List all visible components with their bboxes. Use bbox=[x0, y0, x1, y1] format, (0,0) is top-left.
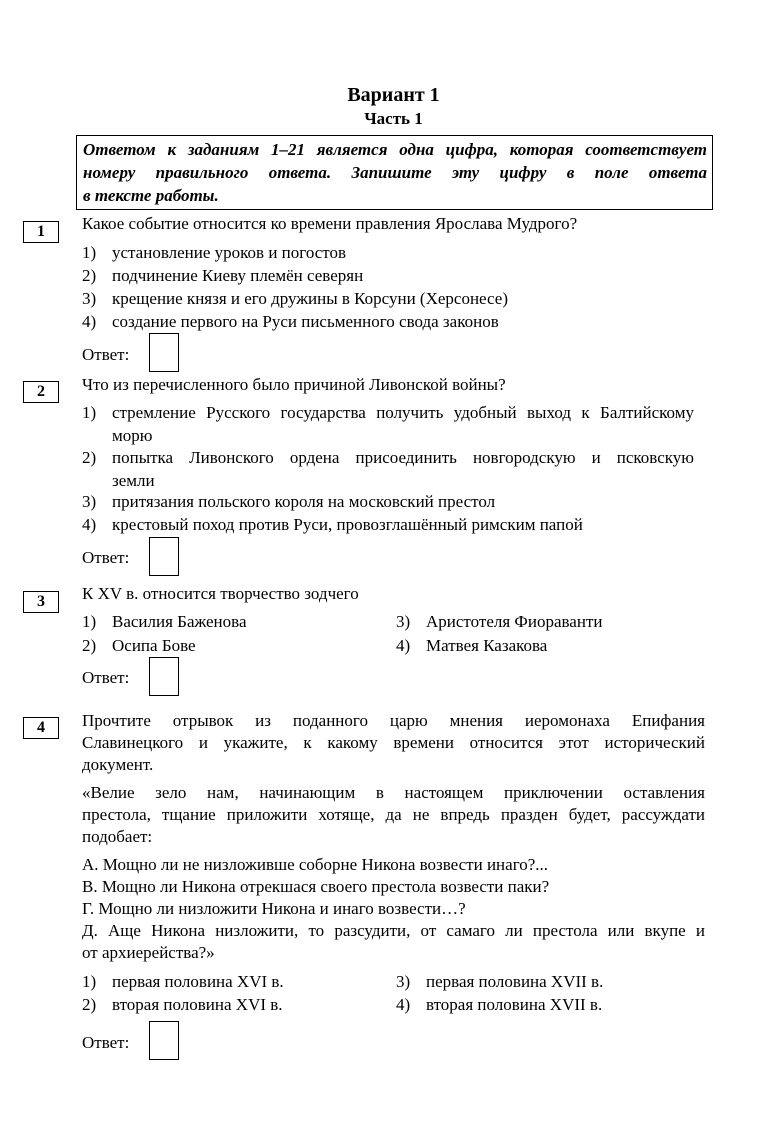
option-number: 4) bbox=[82, 312, 97, 331]
instruction-line: Ответом к заданиям 1–21 является одна цифра, которая соответствует bbox=[83, 140, 707, 159]
option-text: вторая половина XVII в. bbox=[426, 995, 603, 1014]
option-text-continued: морю bbox=[112, 426, 153, 445]
task-3-option-2 bbox=[82, 634, 196, 657]
task-number-1: 1 bbox=[23, 221, 59, 243]
task-number-4: 4 bbox=[23, 717, 59, 739]
task-number-3: 3 bbox=[23, 591, 59, 613]
task-3-question: К XV в. относится творчество зодчего bbox=[82, 584, 359, 603]
variant-title: Вариант 1 bbox=[347, 84, 440, 106]
task-1-option-3 bbox=[82, 287, 508, 310]
instruction-line: в тексте работы. bbox=[83, 186, 219, 205]
instruction-line: номеру правильного ответа. Запишите эту цифру в поле ответа bbox=[83, 163, 707, 182]
option-text: Аристотеля Фиораванти bbox=[426, 612, 603, 631]
answer-label: Ответ: bbox=[82, 345, 130, 364]
task-4-option-2 bbox=[82, 993, 283, 1016]
task-4-option-4 bbox=[396, 993, 602, 1016]
task-3-answer-field[interactable] bbox=[149, 657, 179, 696]
option-text: подчинение Киеву племён северян bbox=[112, 266, 364, 285]
task-1-answer-field[interactable] bbox=[149, 333, 179, 372]
task-2-option-2 bbox=[82, 446, 694, 492]
task-4-option-1 bbox=[82, 970, 284, 993]
answer-label: Ответ: bbox=[82, 1033, 130, 1052]
option-text: установление уроков и погостов bbox=[112, 243, 347, 262]
option-number: 1) bbox=[82, 972, 97, 991]
part-title: Часть 1 bbox=[364, 109, 423, 128]
option-text: притязания польского короля на московский престол bbox=[112, 492, 496, 511]
option-number: 2) bbox=[82, 448, 97, 467]
option-text: вторая половина XVI в. bbox=[112, 995, 283, 1014]
option-number: 3) bbox=[82, 289, 97, 308]
answer-label: Ответ: bbox=[82, 668, 130, 687]
option-number: 2) bbox=[82, 636, 97, 655]
option-number: 4) bbox=[82, 515, 97, 534]
option-number: 1) bbox=[82, 612, 97, 631]
option-text-continued: земли bbox=[112, 471, 155, 490]
task-2-question: Что из перечисленного было причиной Ливонской войны? bbox=[82, 375, 506, 394]
option-text: первая половина XVI в. bbox=[112, 972, 284, 991]
task-1-question: Какое событие относится ко времени правления Ярослава Мудрого? bbox=[82, 214, 578, 233]
task-4-quote-item: А. Мощно ли не низложивше соборне Никона возвести инаго?... bbox=[82, 855, 549, 874]
option-number: 4) bbox=[396, 636, 411, 655]
option-number: 2) bbox=[82, 995, 97, 1014]
task-4-intro-line: Прочтите отрывок из поданного царю мнения иеромонаха Епифания bbox=[82, 711, 705, 730]
option-number: 3) bbox=[396, 612, 411, 631]
option-number: 1) bbox=[82, 243, 97, 262]
task-4-quote-item: Г. Мощно ли низложити Никона и инаго возвести…? bbox=[82, 899, 466, 918]
task-3-option-3 bbox=[396, 610, 602, 633]
task-1-option-1 bbox=[82, 241, 346, 264]
task-4-quote-line: «Велие зело нам, начинающим в настоящем приключении оставления bbox=[82, 783, 705, 802]
task-4-intro-line: Славинецкого и укажите, к какому времени относится этот исторический bbox=[82, 733, 705, 752]
task-4-quote-line: престола, тщание приложити хотяще, да не впредь празден будет, рассуждати bbox=[82, 805, 705, 824]
option-text: первая половина XVII в. bbox=[426, 972, 604, 991]
task-1-option-2 bbox=[82, 264, 363, 287]
option-number: 3) bbox=[396, 972, 411, 991]
option-text: крестовый поход против Руси, провозглашённый римским папой bbox=[112, 515, 583, 534]
task-2-option-3 bbox=[82, 490, 495, 513]
task-4-quote-item: Д. Аще Никона низложити, то разсудити, от самаго ли престола или вкупе и bbox=[82, 921, 705, 940]
option-text: создание первого на Руси письменного свода законов bbox=[112, 312, 499, 331]
answer-label: Ответ: bbox=[82, 548, 130, 567]
option-number: 1) bbox=[82, 403, 97, 422]
option-number: 2) bbox=[82, 266, 97, 285]
option-text: попытка Ливонского ордена присоединить новгородскую и псковскую bbox=[112, 448, 694, 467]
option-text: Осипа Бове bbox=[112, 636, 196, 655]
option-number: 3) bbox=[82, 492, 97, 511]
option-text: Василия Баженова bbox=[112, 612, 247, 631]
option-number: 4) bbox=[396, 995, 411, 1014]
task-3-option-4 bbox=[396, 634, 547, 657]
task-4-answer-field[interactable] bbox=[149, 1021, 179, 1060]
task-4-quote-line: подобает: bbox=[82, 827, 153, 846]
instruction-box bbox=[76, 135, 713, 210]
task-4-quote-item: В. Мощно ли Никона отрекшася своего престола возвести паки? bbox=[82, 877, 550, 896]
task-2-option-1 bbox=[82, 401, 694, 447]
task-3-option-1 bbox=[82, 610, 247, 633]
option-text: крещение князя и его дружины в Корсуни (Херсонесе) bbox=[112, 289, 508, 308]
option-text: стремление Русского государства получить удобный выход к Балтийскому bbox=[112, 403, 694, 422]
task-4-option-3 bbox=[396, 970, 603, 993]
task-4-intro-line: документ. bbox=[82, 755, 154, 774]
task-2-answer-field[interactable] bbox=[149, 537, 179, 576]
task-1-option-4 bbox=[82, 310, 499, 333]
task-2-option-4 bbox=[82, 513, 583, 536]
task-number-2: 2 bbox=[23, 381, 59, 403]
task-4-quote-item: от архиерейства?» bbox=[82, 943, 215, 962]
option-text: Матвея Казакова bbox=[426, 636, 548, 655]
